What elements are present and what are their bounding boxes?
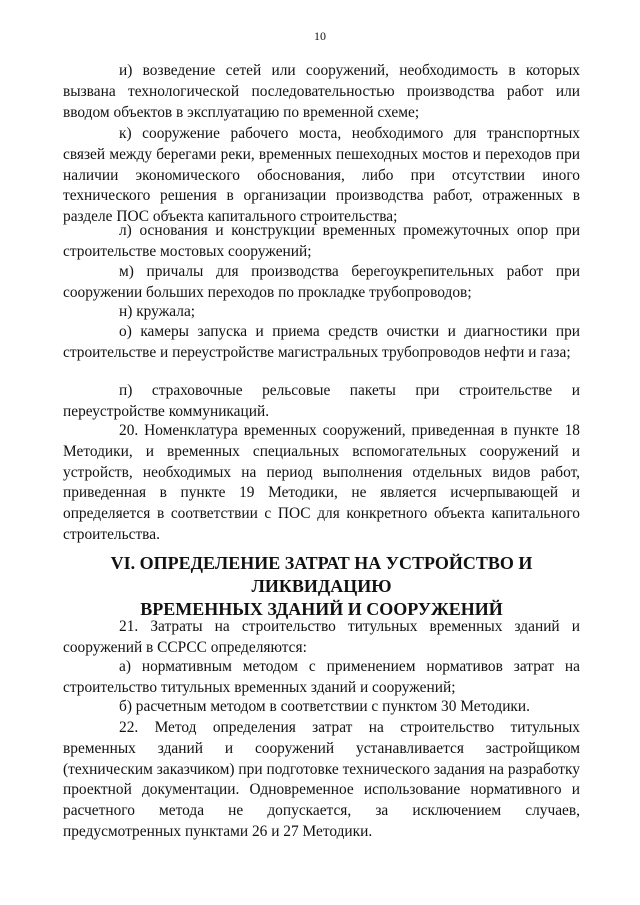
paragraph-22: 22. Метод определения затрат на строительство титульных временных зданий и сооружений устанавливается застройщиком (техническим заказчиком) при подготовке технического задания на разработку проектной документации. Одновременное использование нормативного и расчетного метода не допускается, за исключением случаев, предусмотренных пунктами 26 и 27 Методики. bbox=[63, 719, 580, 840]
paragraph-item-a: а) нормативным методом с применением нормативов затрат на строительство титульных временных зданий и сооружений; bbox=[63, 658, 580, 696]
paragraph-item-n: н) кружала; bbox=[119, 303, 196, 320]
paragraph-20: 20. Номенклатура временных сооружений, приведенная в пункте 18 Методики, и временных специальных вспомогательных сооружений и устройств, необходимых на период выполнения отдельных видов работ, приведенная в пункте 19 Методики, не является исчерпывающей и определяется в соответствии с ПОС для конкретного объекта капитального строительства. bbox=[63, 422, 580, 543]
paragraph-item-l: л) основания и конструкции временных промежуточных опор при строительстве мостовых сооружений; bbox=[63, 222, 580, 260]
section-heading-line-1: VI. ОПРЕДЕЛЕНИЕ ЗАТРАТ НА УСТРОЙСТВО И ЛИКВИДАЦИЮ bbox=[110, 553, 533, 596]
paragraph-item-p: п) страховочные рельсовые пакеты при строительстве и переустройстве коммуникаций. bbox=[63, 382, 580, 420]
paragraph-21: 21. Затраты на строительство титульных временных зданий и сооружений в ССРСС определяются: bbox=[63, 618, 580, 656]
section-heading-line-2: ВРЕМЕННЫХ ЗДАНИЙ И СООРУЖЕНИЙ bbox=[140, 599, 503, 619]
paragraph-item-k: к) сооружение рабочего моста, необходимого для транспортных связей между берегами реки, временных пешеходных мостов и переходов при наличии экономического обоснования, либо при отсутствии иного технического решения в организации производства работ, отраженных в разделе ПОС объекта капитального строительства; bbox=[63, 125, 580, 226]
paragraph-item-m: м) причалы для производства берегоукрепительных работ при сооружении больших переходов по прокладке трубопроводов; bbox=[63, 263, 580, 301]
paragraph-item-i: и) возведение сетей или сооружений, необходимость в которых вызвана технологической последовательностью производства работ или вводом объектов в эксплуатацию по временной схеме; bbox=[63, 62, 580, 121]
paragraph-item-b: б) расчетным методом в соответствии с пунктом 30 Методики. bbox=[119, 698, 530, 715]
section-heading bbox=[63, 552, 580, 621]
page-number: 10 bbox=[314, 29, 326, 43]
paragraph-item-o: о) камеры запуска и приема средств очистки и диагностики при строительстве и переустройстве магистральных трубопроводов нефти и газа; bbox=[63, 323, 580, 361]
